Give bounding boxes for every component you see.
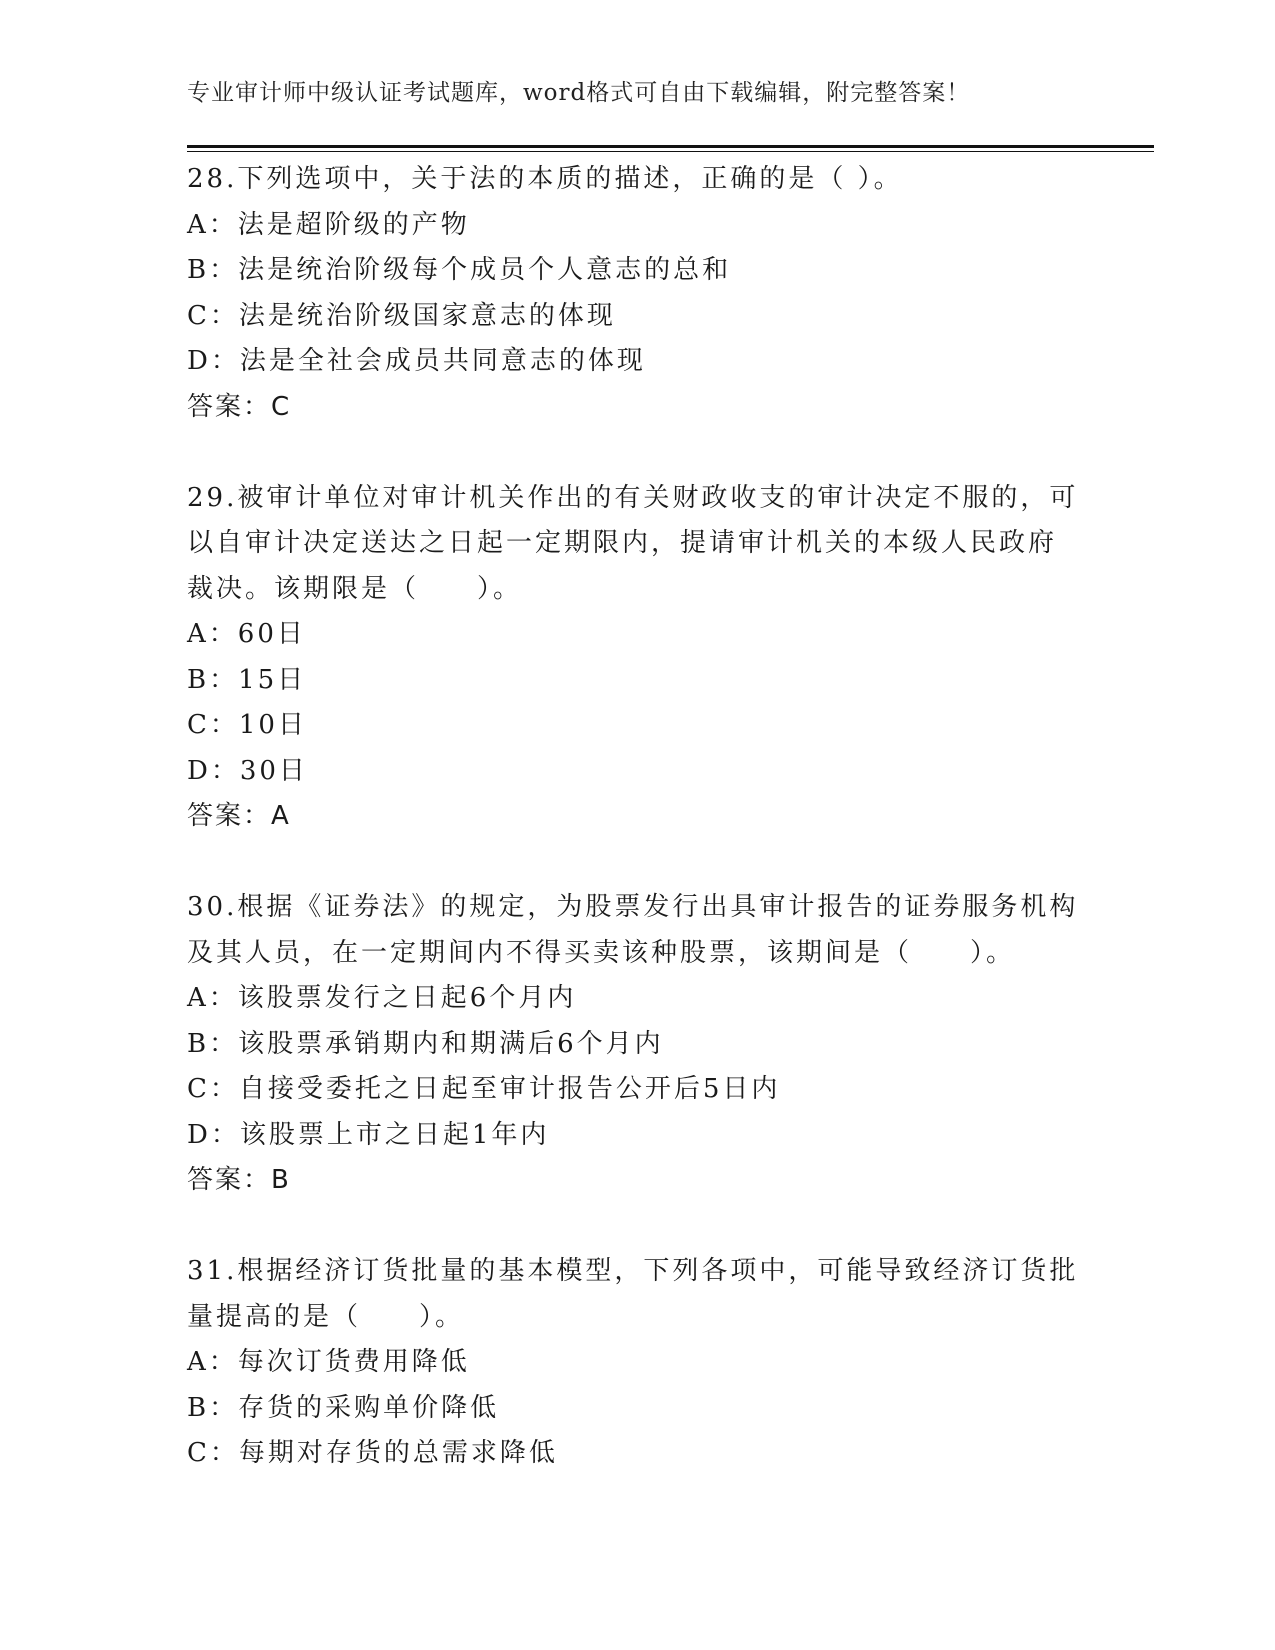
option-b: B：15日	[187, 664, 307, 695]
option-c: C：法是统治阶级国家意志的体现	[187, 300, 616, 331]
header-rule-thin	[187, 151, 1154, 152]
question-text: 30.根据《证券法》的规定，为股票发行出具审计报告的证券服务机构	[187, 892, 1079, 922]
spacer	[187, 430, 1087, 476]
answer: 答案：B	[187, 1165, 291, 1195]
option-b: B：存货的采购单价降低	[187, 1392, 500, 1423]
option-c: C：自接受委托之日起至审计报告公开后5日内	[187, 1074, 781, 1104]
option-d: D：该股票上市之日起1年内	[187, 1119, 550, 1150]
question-text: 28.下列选项中，关于法的本质的描述，正确的是（ ）。	[187, 164, 903, 194]
spacer	[187, 1204, 1087, 1250]
option-d: D：30日	[187, 755, 308, 786]
answer: 答案：A	[187, 801, 291, 831]
option-c: C：每期对存货的总需求降低	[187, 1438, 558, 1468]
question-text: 裁决。该期限是（ ）。	[187, 573, 523, 604]
header-rule-thick	[187, 145, 1154, 148]
spacer	[187, 840, 1087, 886]
option-d: D：法是全社会成员共同意志的体现	[187, 346, 646, 376]
option-b: B：法是统治阶级每个成员个人意志的总和	[187, 255, 732, 285]
question-text: 29.被审计单位对审计机关作出的有关财政收支的审计决定不服的，可	[187, 482, 1079, 513]
option-a: A：该股票发行之日起6个月内	[187, 983, 577, 1013]
question-text: 31.根据经济订货批量的基本模型，下列各项中，可能导致经济订货批	[187, 1256, 1079, 1286]
question-29	[187, 476, 1087, 840]
option-a: A：每次订货费用降低	[187, 1347, 470, 1377]
question-text: 以自审计决定送达之日起一定期限内，提请审计机关的本级人民政府	[187, 528, 1058, 558]
question-list	[187, 157, 1087, 1477]
question-31	[187, 1249, 1087, 1477]
option-a: A：法是超阶级的产物	[187, 209, 470, 240]
question-30	[187, 885, 1087, 1204]
answer: 答案：C	[187, 391, 292, 422]
question-28	[187, 157, 1087, 430]
page-header: 专业审计师中级认证考试题库，word格式可自由下载编辑，附完整答案！	[187, 80, 971, 106]
question-text: 量提高的是（ ）。	[187, 1301, 465, 1332]
question-text: 及其人员，在一定期间内不得买卖该种股票，该期间是（ ）。	[187, 937, 1016, 968]
option-b: B：该股票承销期内和期满后6个月内	[187, 1028, 664, 1059]
option-a: A：60日	[187, 619, 306, 649]
option-c: C：10日	[187, 710, 307, 740]
